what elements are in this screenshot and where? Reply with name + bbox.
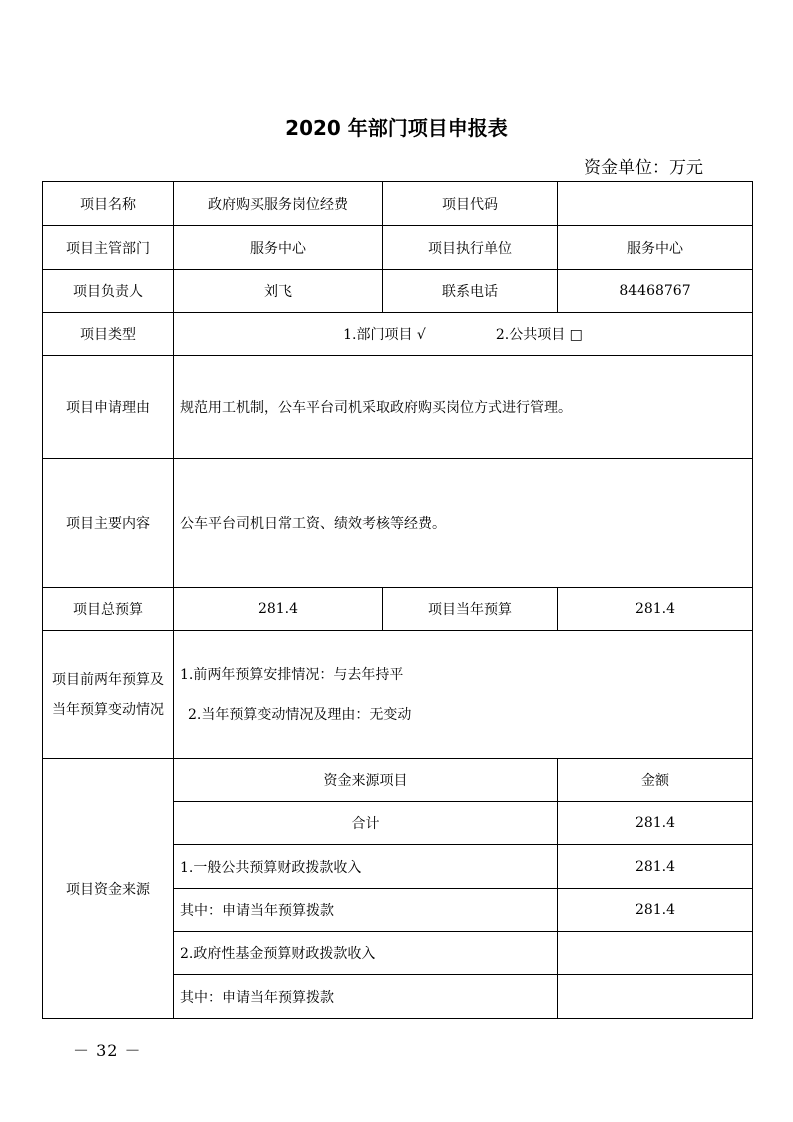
year-budget-label: 项目当年预算 xyxy=(383,588,558,631)
reason-label: 项目申请理由 xyxy=(43,356,174,459)
funding-header-amount: 金额 xyxy=(558,759,753,802)
phone-label: 联系电话 xyxy=(383,270,558,313)
table-row xyxy=(43,356,753,459)
project-type-options xyxy=(174,313,753,356)
table-row xyxy=(43,759,753,802)
funding-amount-general-sub: 281.4 xyxy=(558,889,753,932)
funding-amount-general: 281.4 xyxy=(558,845,753,889)
project-code-label: 项目代码 xyxy=(383,182,558,226)
exec-unit-label: 项目执行单位 xyxy=(383,226,558,270)
currency-unit: 资金单位：万元 xyxy=(584,158,703,178)
year-budget-value: 281.4 xyxy=(558,588,753,631)
owner-label: 项目负责人 xyxy=(43,270,174,313)
project-name-value: 政府购买服务岗位经费 xyxy=(174,182,383,226)
funding-amount-total: 281.4 xyxy=(558,802,753,845)
budget-change-value xyxy=(174,631,753,759)
reason-value: 规范用工机制，公车平台司机采取政府购买岗位方式进行管理。 xyxy=(174,356,753,459)
funding-source-fund-sub: 其中：申请当年预算拨款 xyxy=(174,975,558,1019)
page-title: 2020 年部门项目申报表 xyxy=(285,116,508,140)
table-row xyxy=(43,459,753,588)
table-row xyxy=(43,226,753,270)
budget-change-label: 项目前两年预算及当年预算变动情况 xyxy=(43,631,174,759)
owner-value: 刘飞 xyxy=(174,270,383,313)
total-budget-label: 项目总预算 xyxy=(43,588,174,631)
funding-amount-fund-sub xyxy=(558,975,753,1019)
funding-source-label: 项目资金来源 xyxy=(43,759,174,1019)
project-type-label: 项目类型 xyxy=(43,313,174,356)
dept-value: 服务中心 xyxy=(174,226,383,270)
table-row xyxy=(43,270,753,313)
project-code-value xyxy=(558,182,753,226)
exec-unit-value: 服务中心 xyxy=(558,226,753,270)
phone-value: 84468767 xyxy=(558,270,753,313)
table-row xyxy=(43,182,753,226)
dept-label: 项目主管部门 xyxy=(43,226,174,270)
table-row xyxy=(43,631,753,759)
funding-source-fund: 2.政府性基金预算财政拨款收入 xyxy=(174,932,558,975)
table-row xyxy=(43,313,753,356)
budget-change-line-2: 2.当年预算变动情况及理由：无变动 xyxy=(188,706,412,723)
funding-source-general-sub: 其中：申请当年预算拨款 xyxy=(174,889,558,932)
project-application-table xyxy=(42,181,753,1019)
content-value: 公车平台司机日常工资、绩效考核等经费。 xyxy=(174,459,753,588)
total-budget-value: 281.4 xyxy=(174,588,383,631)
funding-amount-fund xyxy=(558,932,753,975)
content-label: 项目主要内容 xyxy=(43,459,174,588)
table-row xyxy=(43,588,753,631)
project-name-label: 项目名称 xyxy=(43,182,174,226)
project-type-option-dept: 1.部门项目 √ xyxy=(343,327,426,343)
funding-header-source: 资金来源项目 xyxy=(174,759,558,802)
funding-source-total: 合计 xyxy=(174,802,558,845)
page-number: － 32 － xyxy=(73,1041,142,1060)
funding-source-general: 1.一般公共预算财政拨款收入 xyxy=(174,845,558,889)
project-type-option-public: 2.公共项目 □ xyxy=(495,327,583,343)
budget-change-line-1: 1.前两年预算安排情况：与去年持平 xyxy=(180,666,404,683)
